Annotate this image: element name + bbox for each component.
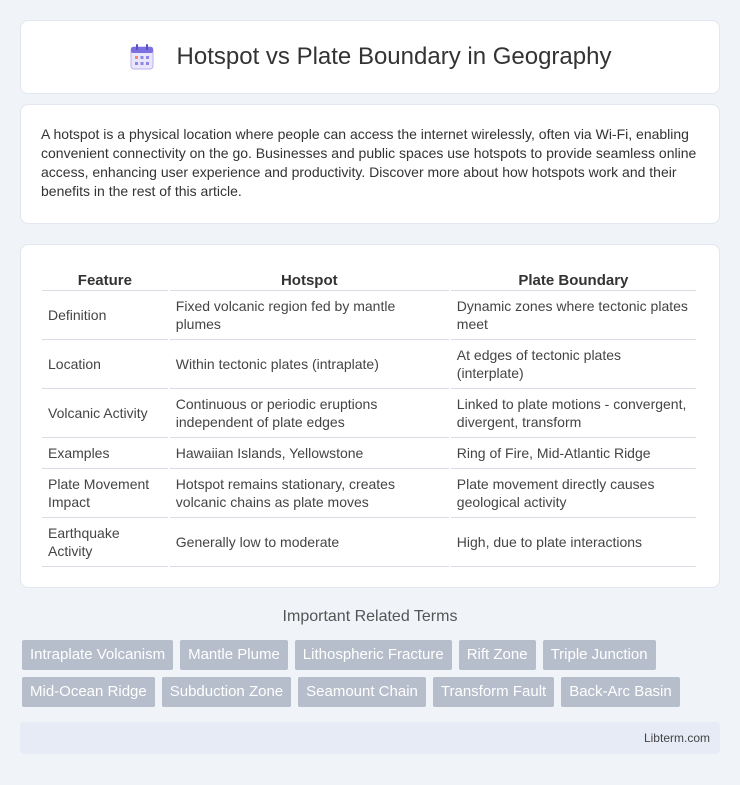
plate-boundary-cell: At edges of tectonic plates (interplate) — [451, 340, 696, 389]
row-label: Earthquake Activity — [42, 518, 168, 567]
hotspot-cell: Generally low to moderate — [170, 518, 449, 567]
table-row — [42, 340, 696, 389]
table-row — [42, 291, 696, 340]
hotspot-cell: Within tectonic plates (intraplate) — [170, 340, 449, 389]
plate-boundary-cell: Linked to plate motions - convergent, divergent, transform — [451, 389, 696, 438]
column-header-hotspot: Hotspot — [170, 265, 449, 291]
related-terms-tags — [22, 640, 722, 714]
table-header-row — [42, 265, 696, 291]
intro-text: A hotspot is a physical location where people can access the internet wirelessly, often via Wi-Fi, enabling convenient connectivity on the go. Businesses and public spaces use hotspots to provide seamless online access, enhancing user experience and productivity. Discover more about how hotspots work and their benefits in the rest of this article. — [41, 126, 697, 199]
tag-lithospheric-fracture[interactable]: Lithospheric Fracture — [295, 640, 452, 670]
row-label: Volcanic Activity — [42, 389, 168, 438]
tag-subduction-zone[interactable]: Subduction Zone — [162, 677, 291, 707]
hotspot-cell: Hawaiian Islands, Yellowstone — [170, 438, 449, 469]
plate-boundary-cell: Dynamic zones where tectonic plates meet — [451, 291, 696, 340]
calendar-icon — [129, 43, 155, 71]
table-row — [42, 518, 696, 567]
footer-site-link[interactable]: Libterm.com — [643, 731, 710, 745]
table-row — [42, 438, 696, 469]
hotspot-cell: Continuous or periodic eruptions independent of plate edges — [170, 389, 449, 438]
tag-back-arc-basin[interactable]: Back-Arc Basin — [561, 677, 680, 707]
related-terms-title: Important Related Terms — [282, 608, 458, 625]
header-card — [20, 20, 720, 94]
plate-boundary-cell: Ring of Fire, Mid-Atlantic Ridge — [451, 438, 696, 469]
hotspot-cell: Hotspot remains stationary, creates volcanic chains as plate moves — [170, 469, 449, 518]
tag-mantle-plume[interactable]: Mantle Plume — [180, 640, 288, 670]
hotspot-cell: Fixed volcanic region fed by mantle plumes — [170, 291, 449, 340]
comparison-table-card — [20, 244, 720, 588]
footer — [20, 722, 720, 754]
plate-boundary-cell: Plate movement directly causes geological activity — [451, 469, 696, 518]
tag-mid-ocean-ridge[interactable]: Mid-Ocean Ridge — [22, 677, 155, 707]
tag-triple-junction[interactable]: Triple Junction — [543, 640, 656, 670]
tag-seamount-chain[interactable]: Seamount Chain — [298, 677, 426, 707]
tag-rift-zone[interactable]: Rift Zone — [459, 640, 536, 670]
row-label: Examples — [42, 438, 168, 469]
row-label: Definition — [42, 291, 168, 340]
table-row — [42, 389, 696, 438]
row-label: Location — [42, 340, 168, 389]
tag-row — [22, 640, 722, 670]
plate-boundary-cell: High, due to plate interactions — [451, 518, 696, 567]
column-header-feature: Feature — [42, 265, 168, 291]
tag-transform-fault[interactable]: Transform Fault — [433, 677, 554, 707]
table-row — [42, 469, 696, 518]
column-header-plate-boundary: Plate Boundary — [451, 265, 696, 291]
comparison-table — [40, 265, 698, 567]
tag-intraplate-volcanism[interactable]: Intraplate Volcanism — [22, 640, 173, 670]
page-title: Hotspot vs Plate Boundary in Geography — [176, 43, 612, 70]
intro-card — [20, 104, 720, 224]
row-label: Plate Movement Impact — [42, 469, 168, 518]
tag-row — [22, 677, 722, 707]
